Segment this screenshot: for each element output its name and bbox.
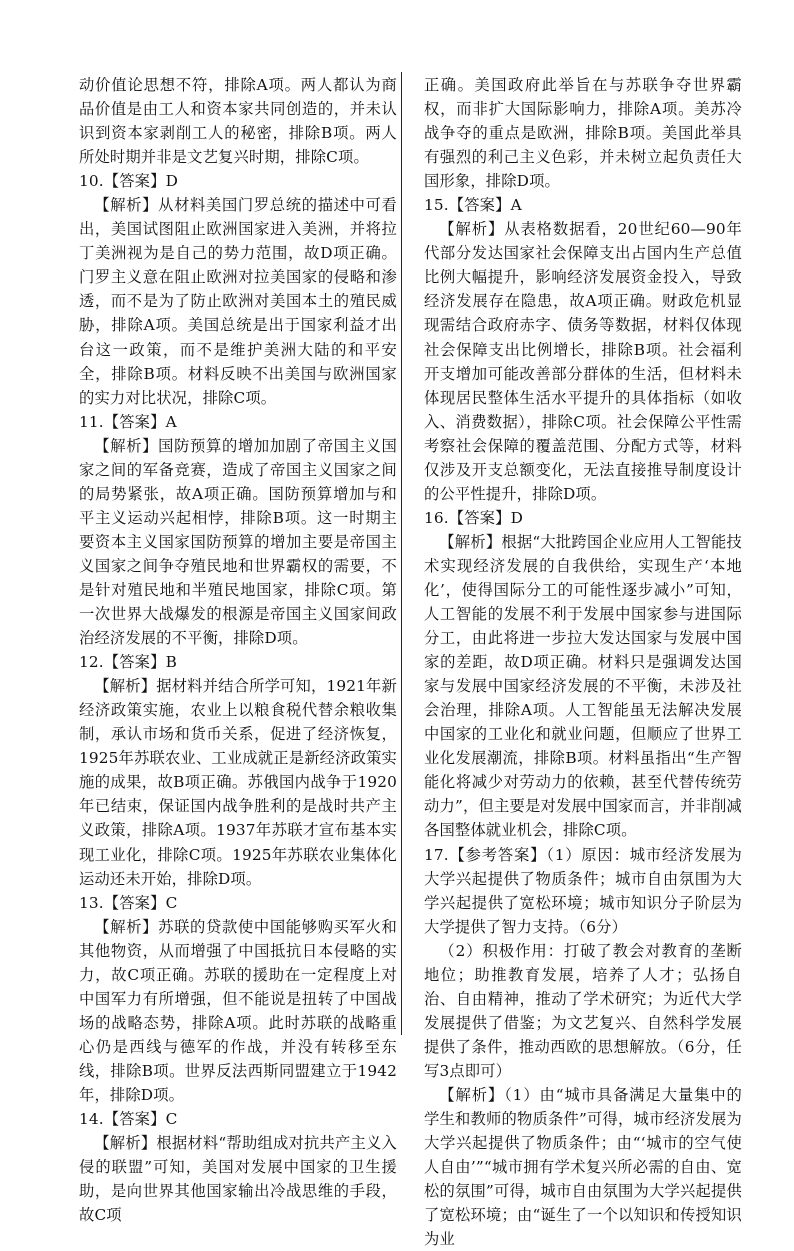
q16-answer: 16.【答案】D (424, 508, 523, 527)
q17-analysis: 【解析】（1）由“城市具备满足大量集中的学生和教师的物质条件”可得，城市经济发展为大学兴起提供了物质条件；由“‘城市的空气使人自由’”“城市拥有学术复兴所必需的自由、宽松的氛围”可得，城市自由氛围为大学兴起提供了宽松环境；由“诞生了一个以知识和传授知识为业 (424, 1085, 742, 1249)
q9-analysis-continued: 动价值论思想不符，排除A项。两人都认为商品价值是由工人和资本家共同创造的，并未认识到资本家剥削工人的秘密，排除B项。两人所处时期并非是文艺复兴时期，排除C项。 (79, 76, 397, 167)
q11-answer: 11.【答案】A (79, 412, 177, 431)
q17-reference-answer: 17.【参考答案】（1）原因：城市经济发展为大学兴起提供了物质条件；城市自由氛围为大学兴起提供了宽松环境；城市知识分子阶层为大学提供了智力支持。（6分） (424, 845, 742, 936)
left-column (79, 73, 397, 1227)
q11-analysis: 【解析】国防预算的增加加剧了帝国主义国家之间的军备竞赛，造成了帝国主义国家之间的局势紧张，故A项正确。国防预算增加与和平主义运动兴起相悖，排除B项。这一时期主要资本主义国家国防预算的增加主要是帝国主义国家之间争夺殖民地和世界霸权的需要，不是针对殖民地和半殖民地国家，排除C项。第一次世界大战爆发的根源是帝国主义国家间政治经济发展的不平衡，排除D项。 (79, 436, 397, 648)
q14-analysis: 【解析】根据材料“帮助组成对抗共产主义入侵的联盟”可知，美国对发展中国家的卫生援助，是向世界其他国家输出冷战思维的手段，故C项 (79, 1134, 397, 1225)
q10-answer: 10.【答案】D (79, 172, 178, 191)
q12-analysis: 【解析】据材料并结合所学可知，1921年新经济政策实施，农业上以粮食税代替余粮收集制，承认市场和货币关系，促进了经济恢复，1925年苏联农业、工业成就正是新经济政策实施的成果，故B项正确。苏俄国内战争于1920年已结束，保证国内战争胜利的是战时共产主义政策，排除A项。1937年苏联才宣布基本实现工业化，排除C项。1925年苏联农业集体化运动还未开始，排除D项。 (79, 677, 397, 888)
q13-answer: 13.【答案】C (79, 893, 178, 912)
q13-analysis: 【解析】苏联的贷款使中国能够购买军火和其他物资，从而增强了中国抵抗日本侵略的实力，故C项正确。苏联的援助在一定程度上对中国军力有所增强，但不能说是扭转了中国战场的战略态势，排除A项。此时苏联的战略重心仍是西线与德军的作战，并没有转移至东线，排除B项。世界反法西斯同盟建立于1942年，排除D项。 (79, 917, 397, 1104)
q15-analysis: 【解析】从表格数据看，20世纪60—90年代部分发达国家社会保障支出占国内生产总值比例大幅提升，影响经济发展资金投入，导致经济发展存在隐患，故A项正确。财政危机显现需结合政府赤字、债务等数据，材料仅体现社会保障支出比例增长，排除B项。社会福利开支增加可能改善部分群体的生活，但材料未体现居民整体生活水平提升的具体指标（如收入、消费数据），排除C项。社会保障公平性需考察社会保障的覆盖范围、分配方式等，材料仅涉及开支总额变化，无法直接推导制度设计的公平性提升，排除D项。 (424, 220, 742, 503)
q14-answer: 14.【答案】C (79, 1110, 178, 1129)
right-column (424, 73, 742, 1251)
q16-analysis: 【解析】根据“大批跨国企业应用人工智能技术实现经济发展的自我供给，实现生产‘本地化’，使得国际分工的可能性逐步减小”可知，人工智能的发展不利于发展中国家参与进国际分工，由此将进一步拉大发达国家与发展中国家的差距，故D项正确。材料只是强调发达国家与发展中国家经济发展的不平衡，未涉及社会治理，排除A项。人工智能虽无法解决发展中国家的工业化和就业问题，但顺应了世界工业化发展潮流，排除B项。材料虽指出“生产智能化将减少对劳动力的依赖，甚至代替传统劳动力”，但主要是对发展中国家而言，并非削减各国整体就业机会，排除C项。 (424, 532, 742, 840)
q10-analysis: 【解析】从材料美国门罗总统的描述中可看出，美国试图阻止欧洲国家进入美洲，并将拉丁美洲视为是自己的势力范围，故D项正确。门罗主义意在阻止欧洲对拉美国家的侵略和渗透，而不是为了防止欧洲对美国本土的殖民威胁，排除A项。美国总统是出于国家利益才出台这一政策，而不是维护美洲大陆的和平安全，排除B项。材料反映不出美国与欧洲国家的实力对比状况，排除C项。 (79, 196, 397, 407)
column-divider (401, 72, 402, 1035)
q14-analysis-continued: 正确。美国政府此举旨在与苏联争夺世界霸权，而非扩大国际影响力，排除A项。美苏冷战争夺的重点是欧洲，排除B项。美国此举具有强烈的利己主义色彩，并未树立起负责任大国形象，排除D项。 (424, 76, 742, 191)
q12-answer: 12.【答案】B (79, 653, 177, 672)
q17-part2: （2）积极作用：打破了教会对教育的垄断地位；助推教育发展，培养了人才；弘扬自治、自由精神，推动了学术研究；为近代大学发展提供了借鉴；为文艺复兴、自然科学发展提供了条件，推动西欧的思想解放。（6分，任写3点即可） (424, 941, 742, 1080)
q15-answer: 15.【答案】A (424, 196, 522, 215)
